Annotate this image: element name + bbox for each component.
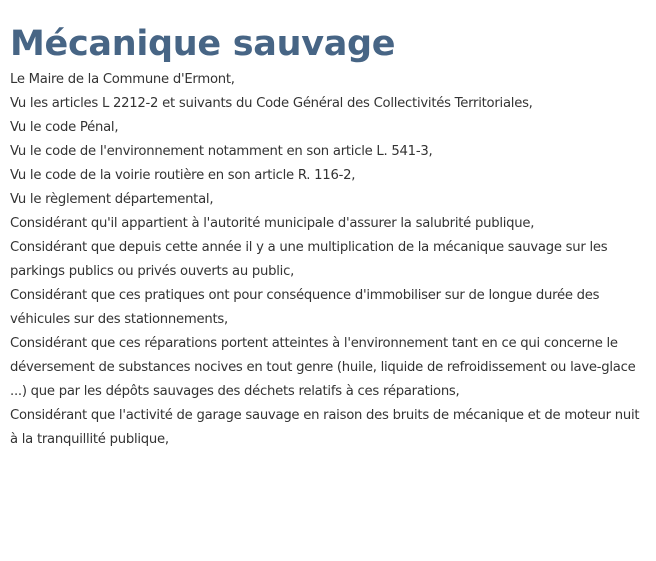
- vu-line: Vu le règlement départemental,: [10, 192, 214, 207]
- intro-paragraph: Le Maire de la Commune d'Ermont,: [10, 72, 235, 87]
- considerant-paragraph: Considérant que l'activité de garage sauvage en raison des bruits de mécanique et de moteur nuit à la tranquillité publique,: [10, 408, 640, 447]
- vu-line: Vu les articles L 2212-2 et suivants du Code Général des Collectivités Territoriales,: [10, 96, 533, 111]
- vu-line: Vu le code de l'environnement notamment en son article L. 541-3,: [10, 144, 433, 159]
- vu-line: Vu le code Pénal,: [10, 120, 119, 135]
- considerant-paragraph: Considérant que depuis cette année il y a une multiplication de la mécanique sauvage sur les parkings publics ou privés ouverts au public,: [10, 240, 608, 279]
- considerant-paragraph: Considérant que ces réparations portent atteintes à l'environnement tant en ce qui concerne le déversement de substances nocives en tout genre (huile, liquide de refroidissement ou lave-glace ...) que par les dépôts sauvages des déchets relatifs à ces réparations,: [10, 336, 636, 399]
- considerant-paragraph: Considérant qu'il appartient à l'autorité municipale d'assurer la salubrité publique,: [10, 216, 535, 231]
- considerant-paragraph: Considérant que ces pratiques ont pour conséquence d'immobiliser sur de longue durée des véhicules sur des stationnements,: [10, 288, 600, 327]
- vu-paragraph: [10, 92, 646, 212]
- vu-line: Vu le code de la voirie routière en son article R. 116-2,: [10, 168, 356, 183]
- page-title: Mécanique sauvage: [10, 24, 396, 64]
